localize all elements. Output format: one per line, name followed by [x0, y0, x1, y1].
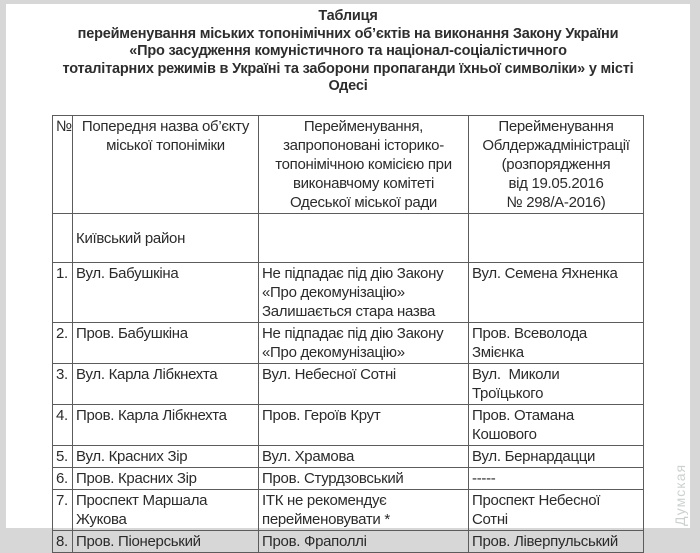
cell-oda: Пров. Всеволода Змієнка	[469, 323, 644, 364]
cell-commission: Пров. Стурдзовський	[259, 468, 469, 490]
col-header-commission: Перейменування, запропоновані історико- топонімічною комісією при виконавчому комітеті Одеської міської ради	[259, 116, 469, 214]
table-row	[53, 263, 644, 323]
cell-old-name: Пров. Бабушкіна	[73, 323, 259, 364]
cell-old-name: Вул. Карла Лібкнехта	[73, 364, 259, 405]
table-row	[53, 364, 644, 405]
cell-old-name: Вул. Бабушкіна	[73, 263, 259, 323]
cell-oda: Пров. Ліверпульський	[469, 531, 644, 553]
table-row	[53, 468, 644, 490]
cell-number: 1.	[53, 263, 73, 323]
cell-oda: Проспект Небесної Сотні	[469, 490, 644, 531]
cell-oda: Пров. Отамана Кошового	[469, 405, 644, 446]
cell-old-name: Пров. Карла Лібкнехта	[73, 405, 259, 446]
cell-old-name: Вул. Красних Зір	[73, 446, 259, 468]
cell-old-name: Проспект Маршала Жукова	[73, 490, 259, 531]
title-line: Таблиця	[318, 8, 378, 24]
cell-commission: ІТК не рекомендує перейменовувати *	[259, 490, 469, 531]
table-header-row	[53, 116, 644, 214]
cell-number: 2.	[53, 323, 73, 364]
cell-commission: Не підпадає під дію Закону «Про декомунізацію»	[259, 323, 469, 364]
table-row	[53, 405, 644, 446]
cell-commission: Не підпадає під дію Закону «Про декомунізацію» Залишається стара назва	[259, 263, 469, 323]
document-title	[6, 4, 690, 96]
cell-oda: -----	[469, 468, 644, 490]
cell-commission: Пров. Фраполлі	[259, 531, 469, 553]
cell-old-name: Пров. Піонерський	[73, 531, 259, 553]
cell-number: 5.	[53, 446, 73, 468]
cell-oda: Вул. Семена Яхненка	[469, 263, 644, 323]
cell-commission: Вул. Храмова	[259, 446, 469, 468]
title-line: Одесі	[328, 78, 368, 94]
cell-number: 4.	[53, 405, 73, 446]
table-row	[53, 446, 644, 468]
cell-number: 8.	[53, 531, 73, 553]
table-row	[53, 531, 644, 553]
table-row	[53, 323, 644, 364]
document-page	[6, 4, 690, 550]
section-empty-cell	[259, 214, 469, 263]
cell-oda: Вул. Миколи Троїцького	[469, 364, 644, 405]
section-row	[53, 214, 644, 263]
title-line: тоталітарних режимів в Україні та заборони пропаганди їхньої символіки» у місті	[62, 60, 634, 77]
cell-number: 7.	[53, 490, 73, 531]
title-line: перейменування міських топонімічних об’єктів на виконання Закону України	[77, 25, 619, 42]
cell-commission: Пров. Героїв Крут	[259, 405, 469, 446]
section-label: Київський район	[73, 214, 259, 263]
col-header-old-name: Попередня назва об’єкту міської топоніміки	[73, 116, 259, 214]
section-num-cell	[53, 214, 73, 263]
col-header-number: №	[53, 116, 73, 214]
title-line: «Про засудження комуністичного та націонал-соціалістичного	[129, 43, 567, 59]
section-empty-cell	[469, 214, 644, 263]
renaming-table	[52, 115, 644, 553]
col-header-oda: Перейменування Облдержадміністрації (розпорядження від 19.05.2016 № 298/А-2016)	[469, 116, 644, 214]
cell-commission: Вул. Небесної Сотні	[259, 364, 469, 405]
watermark: Думская	[672, 463, 688, 526]
table-row	[53, 490, 644, 531]
cell-number: 6.	[53, 468, 73, 490]
cell-oda: Вул. Бернардацци	[469, 446, 644, 468]
cell-number: 3.	[53, 364, 73, 405]
cell-old-name: Пров. Красних Зір	[73, 468, 259, 490]
